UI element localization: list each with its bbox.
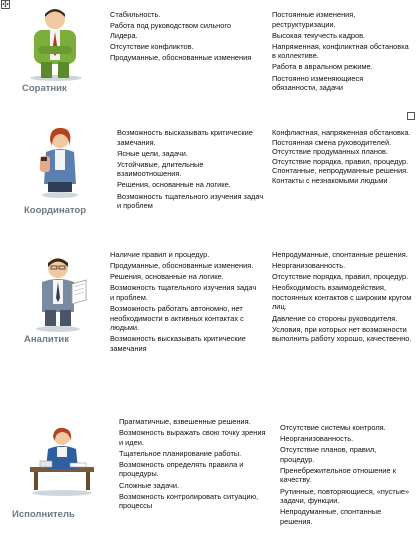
list-item: Постоянные изменения, реструктуризации. (272, 10, 356, 29)
list-item: Ясные цели, задачи. (117, 148, 188, 158)
list-item: Возможность выражать свою точку зрения и идеи. (119, 428, 266, 447)
list-item: Неорганизованность. (272, 261, 346, 271)
table-move-handle[interactable]: ✣ (2, 0, 9, 9)
role-label: Аналитик (24, 334, 70, 345)
list-item: Возможность высказывать критические замечания. (117, 128, 253, 147)
list-item: Напряженная, конфликтная обстановка в коллективе. (272, 41, 409, 61)
list-item: Отсутствие конфликтов. (110, 41, 194, 51)
list-item: Конфликтная, напряженная обстановка. Постоянная смена руководителей. Отсутствие продуманных планов. Отсутствие порядка, правил, процедур. Спонтанные, непродуманные решения. Контакты с незнакомыми людьми (272, 128, 411, 185)
list-item: Наличие правил и процедур. (110, 250, 210, 259)
list-item: Возможность определять правила и процедуры. (119, 459, 244, 479)
list-item: Устойчивые, длительные взаимоотношения. (117, 159, 204, 179)
list-item: Работа под руководством сильного Лидера. (110, 21, 231, 40)
role-label: Соратник (22, 83, 67, 94)
list-item: Отсутствие планов, правил, процедур. (280, 445, 377, 464)
pros-list (117, 128, 265, 212)
cons-list (272, 250, 412, 345)
list-item: Пренебрежительное отношение к качеству. (280, 465, 396, 485)
list-item: Условия, при которых нет возможности выполнить работу хорошо, качественно. (272, 324, 412, 344)
list-item: Отсутствие системы контроля. (280, 423, 386, 432)
list-item: Сложные задачи. (119, 480, 180, 490)
executor-figure-icon (26, 427, 98, 497)
list-item: Неорганизованность. (280, 434, 354, 444)
list-item: Продуманные, обоснованные изменения. (110, 261, 254, 271)
role-label: Координатор (24, 205, 86, 216)
cons-list (280, 423, 412, 528)
role-row-executor (0, 405, 418, 556)
list-item: Возможность контролировать ситуацию, процессы (119, 491, 259, 511)
supporter-figure-icon (20, 6, 90, 82)
list-item: Стабильность. (110, 10, 161, 19)
cons-list (272, 128, 412, 187)
list-item: Постоянно изменяющиеся обязанности, задачи (272, 73, 364, 93)
analyst-figure-icon (28, 254, 88, 332)
role-row-supporter (0, 0, 418, 120)
list-item: Непродуманные, спонтанные решения. (280, 507, 382, 526)
cons-list (272, 10, 410, 94)
list-item: Рутинные, повторяющиеся, «пустые» задачи, функции. (280, 486, 410, 506)
list-item: Прагматичные, взвешенные решения. (119, 417, 251, 426)
list-item: Возможность высказывать критические замечания (110, 334, 246, 353)
coordinator-figure-icon (36, 126, 84, 198)
list-item: Тщательное планирование работы. (119, 448, 242, 458)
pros-list (110, 10, 258, 64)
list-item: Продуманные, обоснованные изменения (110, 52, 252, 62)
pros-list (110, 250, 262, 355)
list-item: Возможность тщательного изучения задач и проблем (117, 191, 264, 211)
list-item: Возможность тщательного изучения задач и проблем. (110, 283, 257, 302)
list-item: Высокая текучесть кадров. (272, 30, 366, 40)
list-item: Работа в авральном режиме. (272, 62, 373, 72)
pros-list (119, 417, 269, 512)
list-item: Давление со стороны руководителя. (272, 313, 398, 323)
role-label: Исполнитель (12, 509, 75, 520)
role-row-analyst (0, 250, 418, 405)
list-item: Решения, основанные на логике. (117, 180, 231, 190)
list-item: Непродуманные, спонтанные решения. (272, 250, 408, 259)
list-item: Необходимость взаимодействия, постоянных контактов с широким кругом лиц. (272, 283, 412, 312)
list-item: Отсутствие порядка, правил, процедур. (272, 272, 409, 282)
list-item: Возможность работать автономно, нет необходимости в активных контактах с людьми. (110, 303, 244, 333)
role-row-coordinator (0, 120, 418, 250)
list-item: Решения, основанные на логике. (110, 272, 224, 282)
